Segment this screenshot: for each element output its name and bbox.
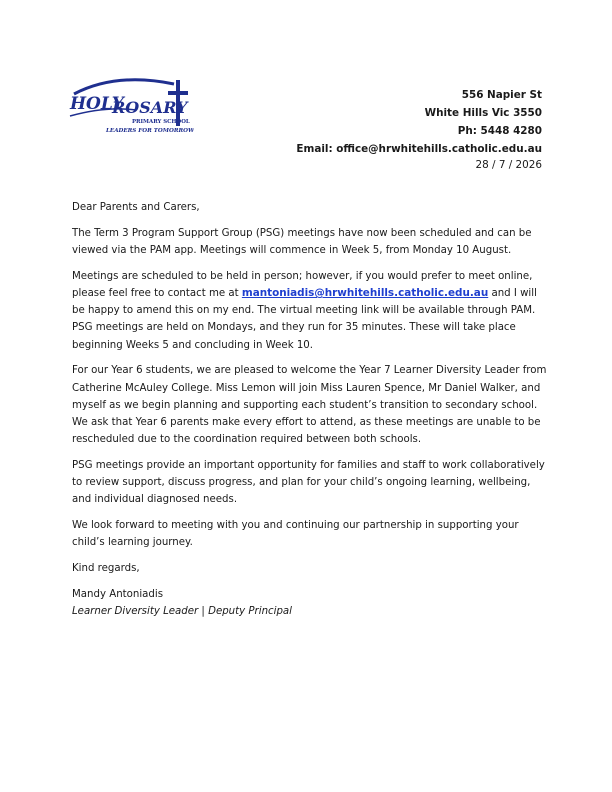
letter-date: 28 / 7 / 2026 [475,159,542,171]
office-email: Email: office@hrwhitehills.catholic.edu.au [296,143,542,155]
address-suburb: White Hills Vic 3550 [424,107,542,119]
paragraph-1: The Term 3 Program Support Group (PSG) meetings have now been scheduled and can be viewed via the PAM app. Meetings will commence in Week 5, from Monday 10 August. [72,227,532,256]
school-logo [66,76,194,138]
signature-title: Learner Diversity Leader | Deputy Principal [72,606,292,618]
paragraph-3: For our Year 6 students, we are pleased to welcome the Year 7 Learner Diversity Leader from Catherine McAuley College. Miss Lemon will join Miss Lauren Spence, Mr Daniel Walker, and myself as we begin planning and supporting each student’s transition to secondary school. We ask that Year 6 parents make every effort to attend, as these meetings are unable to be rescheduled due to the coordination required between both schools. [72,365,547,446]
paragraph-2-start: Meetings are scheduled to be held in person; however, if you would prefer to meet online, please feel free to contact me at [72,270,533,299]
holy-rosary-logo-graphic [66,76,194,138]
paragraph-4: PSG meetings provide an important opportunity for families and staff to work collaboratively to review support, discuss progress, and plan for your child’s ongoing learning, wellbeing, and individual diagnosed needs. [72,460,545,506]
logo-holy: HOLY [70,94,124,114]
salutation: Dear Parents and Carers, [72,202,200,213]
contact-email-link[interactable]: mantoniadis@hrwhitehills.catholic.edu.au [241,287,489,299]
logo-tagline: LEADERS FOR TOMORROW [106,128,194,134]
phone-number: Ph: 5448 4280 [457,125,542,137]
paragraph-5: We look forward to meeting with you and continuing our partnership in supporting your child’s learning journey. [72,520,519,549]
school-address-block [296,86,542,158]
logo-rosary: ROSARY [112,98,188,117]
paragraph-2-end: and I will be happy to amend this on my end. The virtual meeting link will be available through PAM. PSG meetings are held on Mondays, and they run for 35 minutes. These will take place beginning Weeks 5 and concluding in Week 10. [72,288,537,351]
logo-primary-school: PRIMARY SCHOOL [132,119,190,125]
signature-name: Mandy Antoniadis [72,589,164,601]
letter-body [72,199,548,620]
closing: Kind regards, [72,563,140,575]
address-street: 556 Napier St [461,89,542,101]
paragraph-2 [72,268,548,354]
